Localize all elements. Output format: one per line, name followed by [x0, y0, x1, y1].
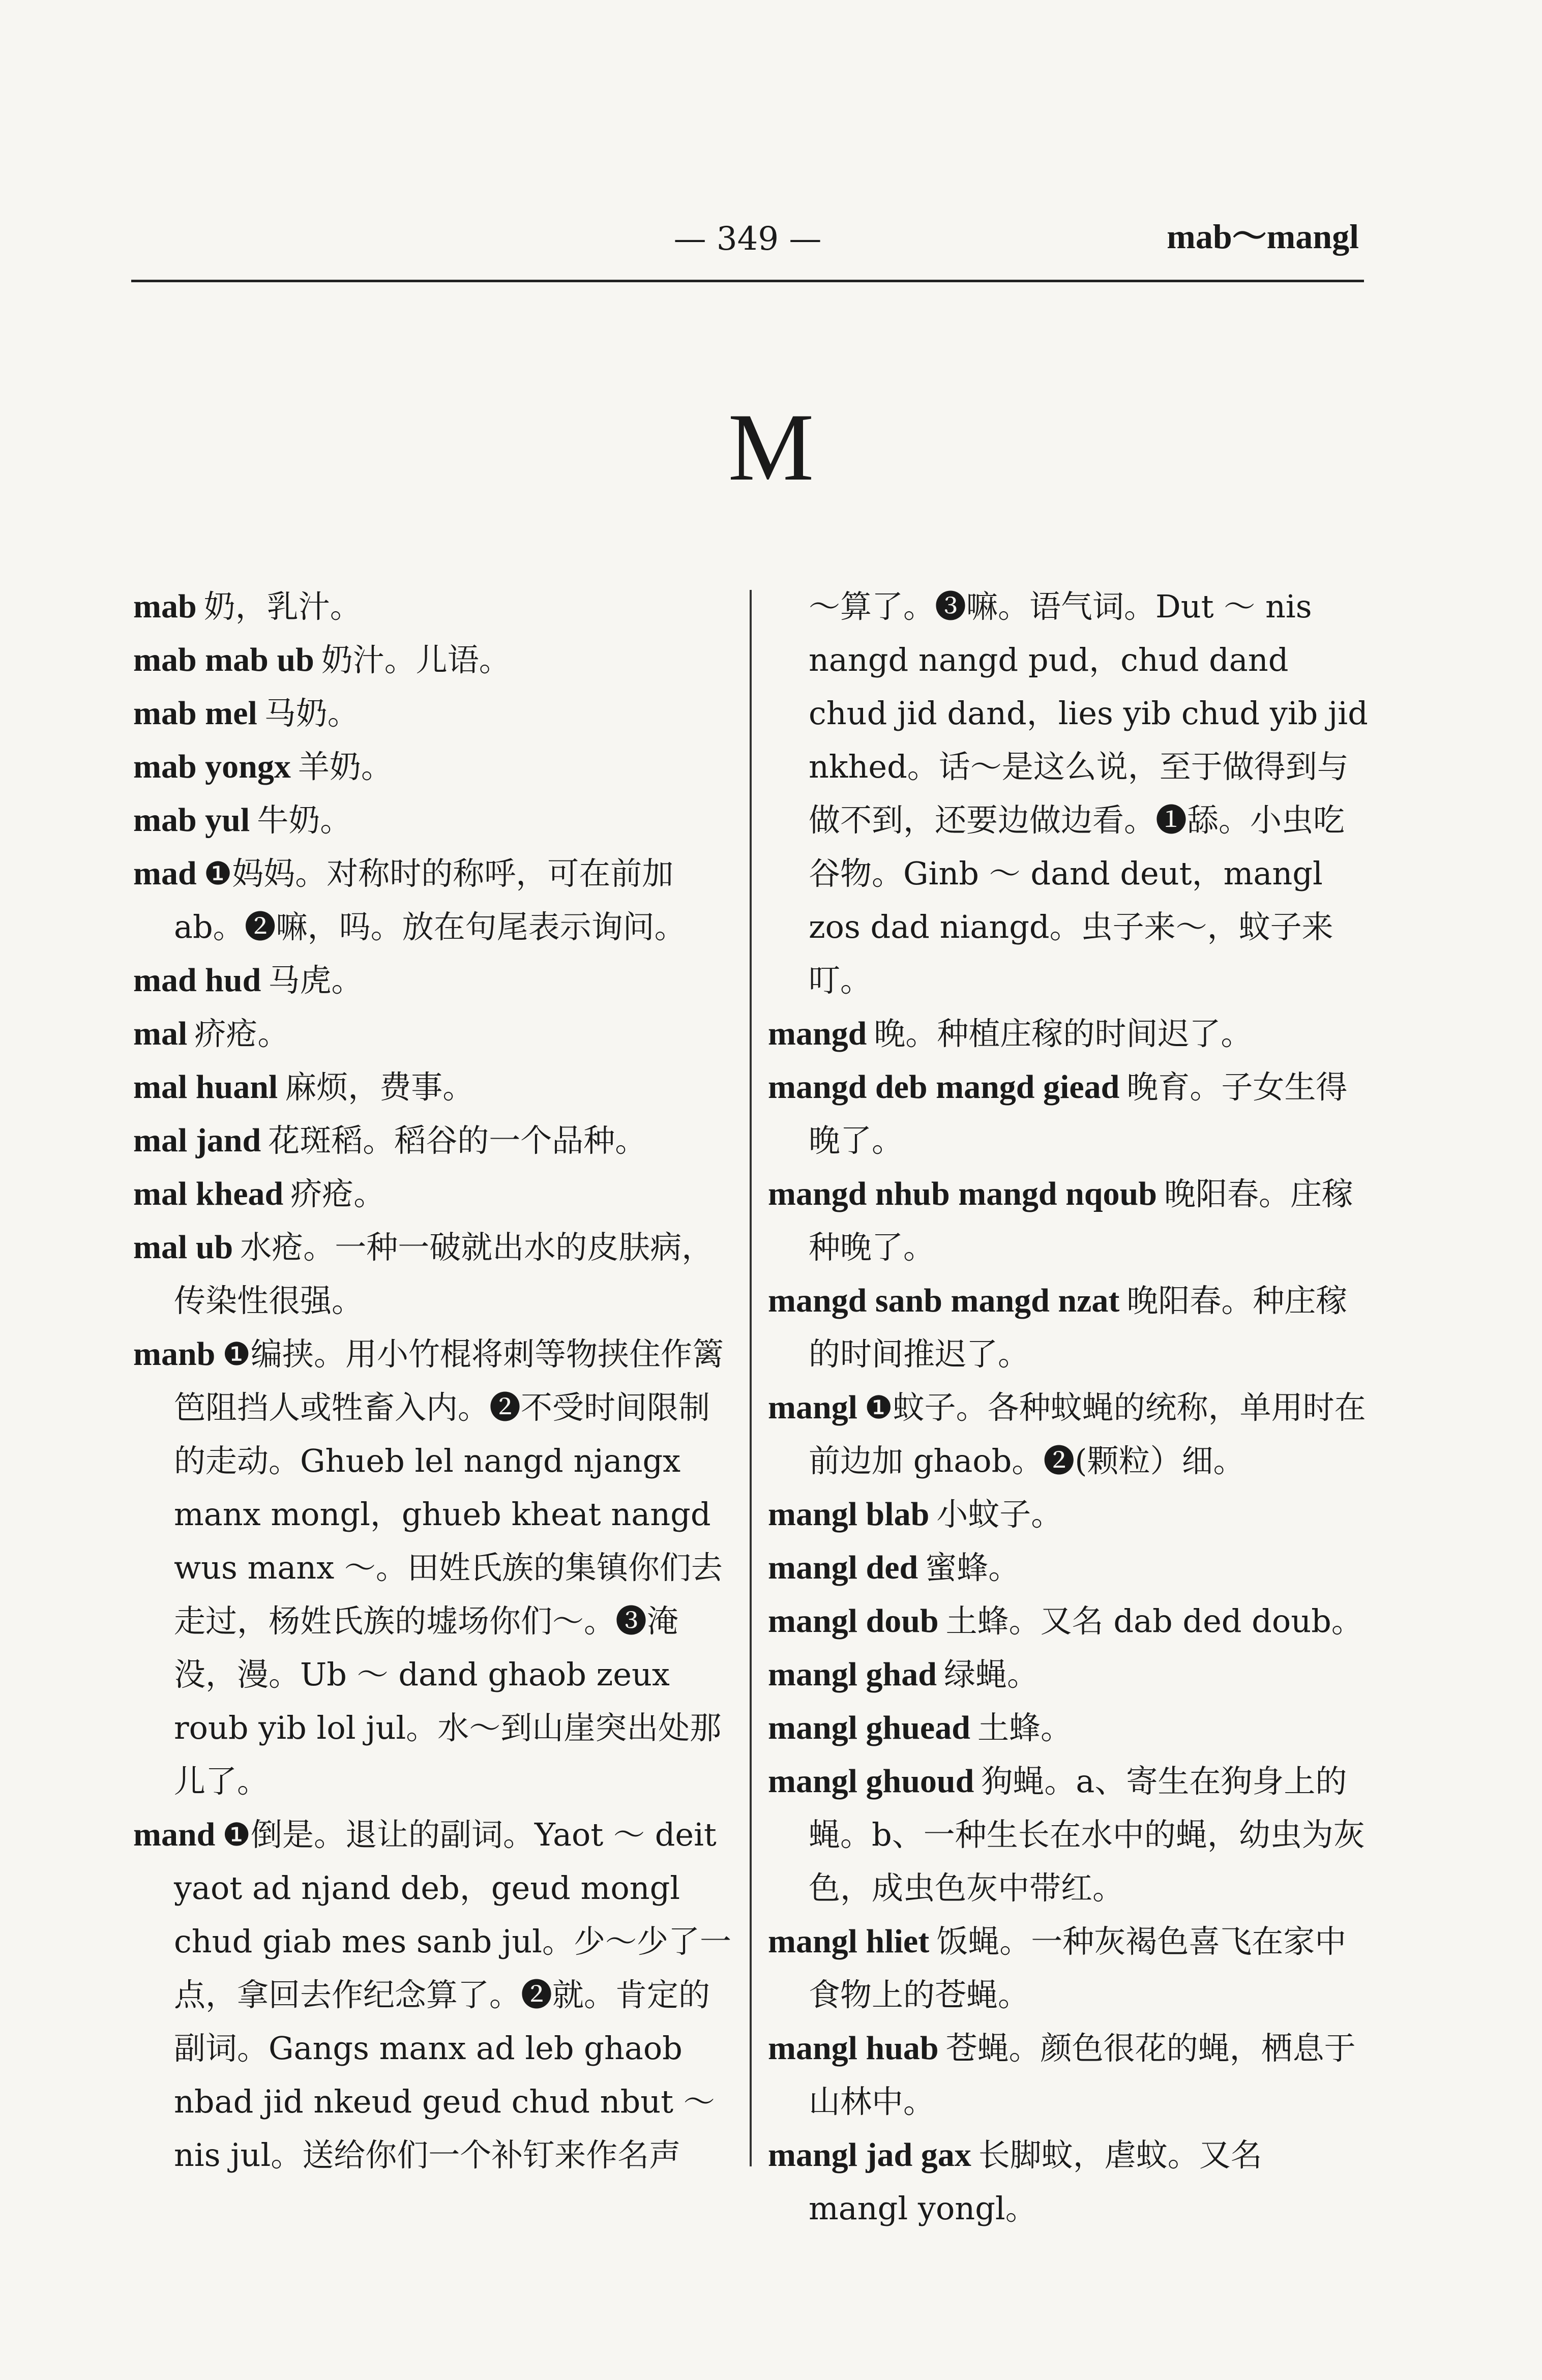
entry	[133, 633, 738, 687]
definition: 蜜蜂。	[925, 1549, 1020, 1586]
definition: ❶编挟。用小竹棍将刺等物挟住作篱笆阻挡人或牲畜入内。❷不受时间限制的走动。Ghueb lel nangd njangx manx mongl，ghueb kheat nangd wus manx ～。田姓氏族的集镇你们去走过，杨姓氏族的墟场你们～。❸淹没，漫。Ub ～ dand ghaob zeux roub yib lol jul。水～到山崖突出处那儿了。	[174, 1335, 724, 1800]
entry	[768, 1648, 1368, 1701]
entry	[133, 1060, 738, 1114]
headword: mal	[133, 1015, 188, 1052]
headword: mand	[133, 1816, 216, 1853]
entry	[133, 954, 738, 1007]
section-letter: M	[728, 394, 814, 501]
definition: 羊奶。	[298, 748, 393, 785]
headword: mal jand	[133, 1122, 261, 1159]
definition: 狗蝇。a、寄生在狗身上的蝇。b、一种生长在水中的蝇，幼虫为灰色，成虫色灰中带红。	[809, 1763, 1365, 1907]
definition: ❶蚊子。各种蚊蝇的统称，单用时在前边加 ghaob。❷(颗粒）细。	[809, 1389, 1366, 1479]
headword: mangl hliet	[768, 1923, 930, 1960]
entry	[768, 2021, 1368, 2128]
definition: 土蜂。	[977, 1709, 1072, 1746]
definition: 长脚蚊，虐蚊。又名 mangl yongl。	[809, 2136, 1262, 2227]
headword: mad hud	[133, 962, 261, 999]
headword: mal ub	[133, 1229, 233, 1266]
definition: 饭蝇。一种灰褐色喜飞在家中食物上的苍蝇。	[809, 1923, 1347, 2013]
definition: 晚阳春。庄稼种晚了。	[809, 1175, 1353, 1266]
definition: 马虎。	[268, 962, 363, 999]
entry	[768, 1007, 1368, 1060]
headword: mal huanl	[133, 1068, 278, 1106]
entry	[768, 1167, 1368, 1274]
entry	[133, 1167, 738, 1221]
definition: ❶妈妈。对称时的称呼，可在前加 ab。❷嘛，吗。放在句尾表示询问。	[174, 855, 686, 945]
headword: mangd nhub mangd nqoub	[768, 1175, 1157, 1212]
definition: 马奶。	[264, 695, 359, 732]
headword: mangl blab	[768, 1496, 930, 1533]
definition: 苍蝇。颜色很花的蝇，栖息于山林中。	[809, 2030, 1356, 2120]
entry	[133, 1327, 738, 1808]
entry	[768, 1754, 1368, 1915]
headword: mal khead	[133, 1175, 284, 1212]
entry	[768, 1541, 1368, 1594]
definition: 奶汁。儿语。	[321, 641, 511, 678]
headword: mangl	[768, 1389, 858, 1426]
definition: ～算了。❸嘛。语气词。Dut ～ nis nangd nangd pud，chud dand chud jid dand，lies yib chud yib jid nkhed。话～是这么说，至于做得到与做不到，还要边做边看。❶舔。小虫吃谷物。Ginb ～ dand deut，mangl zos dad niangd。虫子来～，蚊子来叮。	[809, 588, 1368, 999]
definition: 晚阳春。种庄稼的时间推迟了。	[809, 1282, 1348, 1373]
definition: 晚育。子女生得晚了。	[809, 1068, 1348, 1159]
headword: mad	[133, 855, 197, 892]
definition: 土蜂。又名 dab ded doub。	[945, 1602, 1363, 1640]
entry	[133, 1007, 738, 1060]
headword: mab yongx	[133, 748, 291, 785]
headword-range: mab～mangl	[1167, 217, 1359, 256]
definition: ❶倒是。退让的副词。Yaot ～ deit yaot ad njand deb，geud mongl chud giab mes sanb jul。少～少了一点，拿回去作纪念算了。❷就。肯定的副词。Gangs manx ad leb ghaob nbad jid nkeud geud chud nbut ～ nis jul。送给你们一个补钉来作名声	[174, 1816, 731, 2174]
entry	[768, 2128, 1368, 2235]
headword: mab mab ub	[133, 641, 314, 678]
definition: 小蚊子。	[936, 1496, 1063, 1533]
entry	[133, 687, 738, 740]
definition: 绿蝇。	[943, 1656, 1039, 1693]
headword: mangl jad gax	[768, 2136, 971, 2174]
entry	[768, 1381, 1368, 1488]
page-number: — 349 —	[673, 220, 822, 258]
headword: mangl ded	[768, 1549, 918, 1586]
entry	[768, 1274, 1368, 1381]
left-column	[133, 580, 738, 2182]
definition: 牛奶。	[257, 801, 352, 839]
header-rule	[131, 280, 1364, 282]
entry	[768, 1915, 1368, 2021]
column-divider	[750, 590, 752, 2166]
headword: mangl ghuoud	[768, 1763, 974, 1800]
entry	[133, 580, 738, 633]
entry	[133, 847, 738, 954]
entry	[133, 793, 738, 847]
definition: 麻烦，费事。	[285, 1068, 475, 1106]
headword: mab	[133, 588, 197, 625]
definition: 疥疮。	[194, 1015, 289, 1052]
definition: 晚。种植庄稼的时间迟了。	[874, 1015, 1253, 1052]
entry	[768, 1594, 1368, 1648]
headword: mab mel	[133, 695, 257, 732]
entry	[133, 740, 738, 793]
entry-continuation	[768, 580, 1368, 1007]
headword: mangd sanb mangd nzat	[768, 1282, 1120, 1319]
right-column	[768, 580, 1368, 2235]
entry	[768, 1060, 1368, 1167]
headword: mangd	[768, 1015, 867, 1052]
definition: 奶，乳汁。	[203, 588, 362, 625]
headword: mangl ghuead	[768, 1709, 970, 1746]
entry	[768, 1701, 1368, 1754]
entry	[133, 1114, 738, 1167]
definition: 疥疮。	[290, 1175, 386, 1212]
definition: 水疮。一种一破就出水的皮肤病，传染性很强。	[174, 1229, 714, 1319]
headword: manb	[133, 1335, 216, 1373]
headword: mangd deb mangd giead	[768, 1068, 1120, 1106]
definition: 花斑稻。稻谷的一个品种。	[268, 1122, 647, 1159]
headword: mab yul	[133, 801, 250, 839]
headword: mangl doub	[768, 1602, 939, 1640]
headword: mangl ghad	[768, 1656, 937, 1693]
entry	[133, 1808, 738, 2182]
headword: mangl huab	[768, 2030, 939, 2067]
entry	[768, 1488, 1368, 1541]
entry	[133, 1221, 738, 1327]
